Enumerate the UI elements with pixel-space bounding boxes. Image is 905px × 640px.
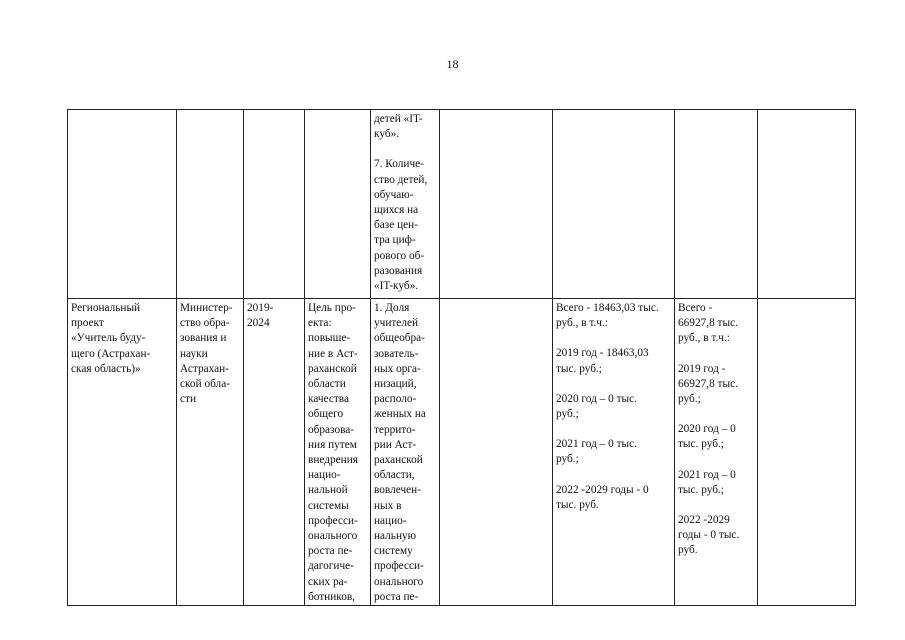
table-cell-empty (244, 110, 305, 299)
table-row (68, 299, 856, 606)
project-name-cell (68, 299, 177, 606)
funding-cell-2 (675, 299, 758, 606)
table-cell-empty (758, 110, 856, 299)
responsible-ministry: Министер- ство обра- зования и науки Астрахан- ской обла- сти (180, 302, 233, 406)
project-name: Региональный проект «Учитель буду- щего (Астрахан- ская область)» (71, 302, 151, 375)
implementation-period: 2019- 2024 (247, 302, 274, 330)
table-row (68, 110, 856, 299)
responsible-cell (177, 299, 244, 606)
table-cell-empty (440, 299, 553, 606)
funding-breakdown-1: Всего - 18463,03 тыс. руб., в т.ч.: 2019 год - 18463,03 тыс. руб.; 2020 год – 0 тыс. руб.; 2021 год – 0 тыс. руб.; 2022 -2029 годы - 0 тыс. руб. (556, 302, 659, 511)
indicator-text: 1. Доля учителей общеобра- зователь- ных орга- низаций, располо- женных на террито- рии Аст- раханской области, вовлечен- ных в нацио- нальную систему професси- онального роста пе- (374, 302, 426, 603)
table-cell-empty (758, 299, 856, 606)
period-cell (244, 299, 305, 606)
table-cell-empty (177, 110, 244, 299)
project-goal: Цель про- екта: повыше- ние в Аст- раханской области качества общего образова- ния путем внедрения нацио- нальной системы професси- онального роста пе- дагогиче- ских ра- ботников, (308, 302, 358, 603)
goal-cell (305, 299, 371, 606)
funding-breakdown-2: Всего - 66927,8 тыс. руб., в т.ч.: 2019 год - 66927,8 тыс. руб.; 2020 год – 0 тыс. руб.; 2021 год – 0 тыс. руб.; 2022 -2029 годы - 0 тыс. руб. (678, 302, 740, 557)
indicator-cell-continued (371, 110, 440, 299)
table-cell-empty (553, 110, 675, 299)
page-number: 18 (446, 57, 459, 71)
funding-cell-1 (553, 299, 675, 606)
table-cell-empty (68, 110, 177, 299)
indicator-cell (371, 299, 440, 606)
table-cell-empty (440, 110, 553, 299)
indicator-continued-text: детей «IT- куб». 7. Количе- ство детей, обучаю- щихся на базе цен- тра циф- рового об- разования «IT-куб». (374, 113, 428, 293)
table-cell-empty (675, 110, 758, 299)
program-table (67, 109, 856, 606)
table-cell-empty (305, 110, 371, 299)
